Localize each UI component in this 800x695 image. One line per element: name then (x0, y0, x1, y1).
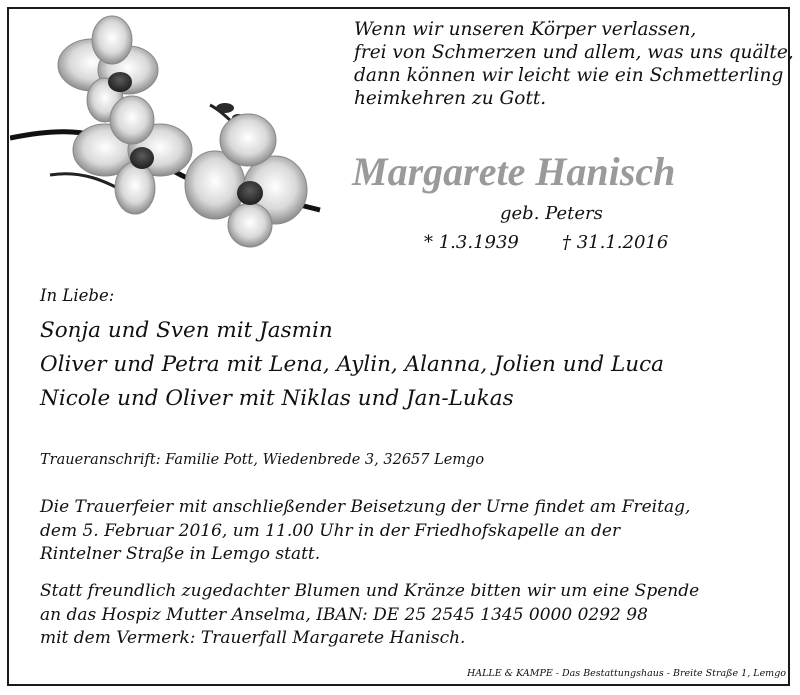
donation-info (40, 580, 780, 651)
orchid-flowers-image (10, 10, 330, 255)
ceremony-info (40, 496, 780, 567)
ceremony-line: Rintelner Straße in Lemgo statt. (40, 544, 321, 564)
poem-line: heimkehren zu Gott. (354, 88, 547, 109)
mourner-line: Oliver und Petra mit Lena, Aylin, Alanna, Jolien und Luca (40, 352, 664, 377)
mourner-line: Nicole und Oliver mit Niklas und Jan-Lukas (40, 386, 514, 411)
birth-date: * 1.3.1939 (424, 232, 519, 253)
donation-line: Statt freundlich zugedachter Blumen und Kränze bitten wir um eine Spende (40, 581, 700, 601)
poem-line: dann können wir leicht wie ein Schmetterling (354, 65, 784, 86)
mourning-address: Traueranschrift: Familie Pott, Wiedenbrede 3, 32657 Lemgo (40, 452, 485, 468)
mourners-list (40, 314, 780, 416)
poem-line: Wenn wir unseren Körper verlassen, (354, 19, 697, 40)
mourner-line: Sonja und Sven mit Jasmin (40, 318, 333, 343)
mourners-intro: In Liebe: (40, 286, 115, 305)
poem (354, 18, 794, 110)
maiden-name: geb. Peters (500, 203, 603, 224)
ceremony-line: Die Trauerfeier mit anschließender Beisetzung der Urne findet am Freitag, (40, 497, 691, 517)
death-date: † 31.1.2016 (562, 232, 669, 253)
ceremony-line: dem 5. Februar 2016, um 11.00 Uhr in der Friedhofskapelle an der (40, 520, 621, 541)
funeral-home-footer: HALLE & KAMPE - Das Bestattungshaus - Breite Straße 1, Lemgo (466, 668, 786, 679)
donation-line: an das Hospiz Mutter Anselma, IBAN: DE 25 2545 1345 0000 0292 98 (40, 604, 648, 625)
poem-line: frei von Schmerzen und allem, was uns quälte, (354, 42, 794, 63)
deceased-name: Margarete Hanisch (352, 149, 676, 194)
donation-line: mit dem Vermerk: Trauerfall Margarete Hanisch. (40, 628, 466, 648)
